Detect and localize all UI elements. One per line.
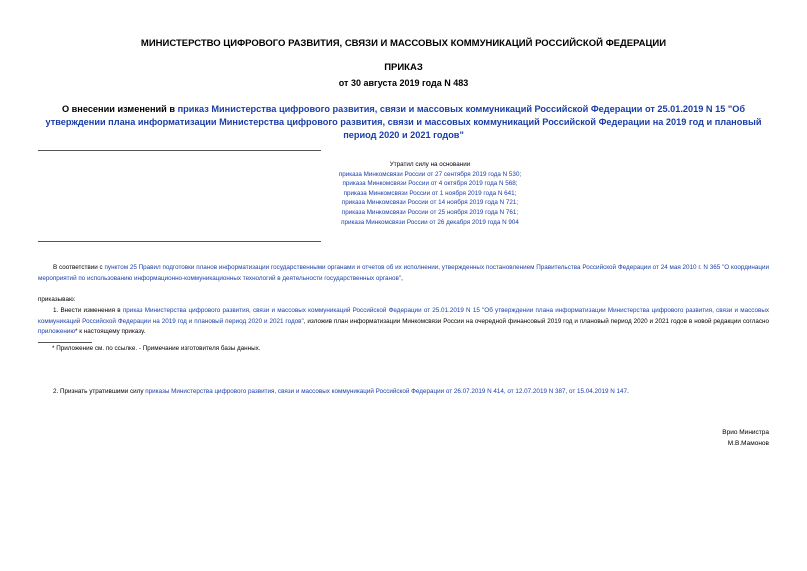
validity-link[interactable]: приказа Минкомсвязи России от 25 ноября 2019 года N 761; bbox=[341, 208, 519, 216]
validity-heading: Утратил силу на основании bbox=[389, 161, 471, 168]
item-1-text-mid: , изложив план информатизации Минкомсвязи России на очередной финансовый 2019 год и плановый период 2020 и 2021 годов в новой редакции согласно bbox=[303, 317, 769, 325]
validity-link[interactable]: приказа Минкомсвязи России от 27 сентября 2019 года N 530; bbox=[338, 170, 522, 178]
title-prefix: О внесении изменений в bbox=[61, 104, 178, 114]
rules-link[interactable]: пунктом 25 Правил подготовки планов информатизации государственными органами и отчетов об их исполнении, утвержденных постановлением Правительства Российской Федерации от 24 мая 2010 г. N 365 "О координации мероприятий по использованию информационно-коммуникационных технологий в деятельности государственных органов" bbox=[38, 264, 770, 282]
order-word: приказываю: bbox=[38, 296, 76, 303]
item-2-text-end: . bbox=[627, 388, 629, 395]
divider-bottom bbox=[38, 241, 321, 242]
ministry-heading: МИНИСТЕРСТВО ЦИФРОВОГО РАЗВИТИЯ, СВЯЗИ И МАССОВЫХ КОММУНИКАЦИЙ РОССИЙСКОЙ ФЕДЕРАЦИИ bbox=[140, 38, 667, 49]
validity-link[interactable]: приказа Минкомсвязи России от 4 октября 2019 года N 568; bbox=[342, 180, 518, 188]
divider-top bbox=[38, 150, 321, 151]
doc-type-heading: ПРИКАЗ bbox=[384, 62, 423, 73]
preamble-text: В соответствии с bbox=[53, 264, 105, 271]
title-order-link[interactable]: приказ Министерства цифрового развития, связи и массовых коммуникаций Российской Федерации от 25.01.2019 N 15 "Об утверждении плана информатизации Министерства цифрового развития, связи и массовых коммуникаций Российской Федерации на 2019 год и плановый период 2020 и 2021 годов" bbox=[45, 104, 762, 140]
item-2-paragraph bbox=[38, 387, 769, 398]
repealed-orders-link[interactable]: приказы Министерства цифрового развития, связи и массовых коммуникаций Российской Федерации от 26.07.2019 N 414, от 12.07.2019 N 387, от 15.04.2019 N 147 bbox=[145, 388, 628, 395]
doc-date-number: от 30 августа 2019 года N 483 bbox=[338, 78, 469, 88]
appendix-link[interactable]: приложению bbox=[38, 328, 76, 335]
item-1-order-link[interactable]: приказ Министерства цифрового развития, связи и массовых коммуникаций Российской Федерации от 25.01.2019 N 15 "Об утверждении плана информатизации Министерства цифрового развития, связи и массовых коммуникаций Российской Федерации на 2019 год и плановый период 2020 и 2021 годов" bbox=[38, 307, 769, 325]
preamble-text-end: , bbox=[401, 274, 403, 282]
validity-link[interactable]: приказа Минкомсвязи России от 1 ноября 2019 года N 641; bbox=[343, 189, 517, 197]
signature-position: Врио Министра bbox=[722, 429, 769, 436]
document-title bbox=[38, 103, 769, 142]
validity-note bbox=[270, 160, 590, 227]
signature-name: М.В.Мамонов bbox=[727, 439, 769, 447]
item-1-paragraph bbox=[38, 306, 769, 338]
footnote: * Приложение см. по ссылке. - Примечание изготовителя базы данных. bbox=[52, 345, 261, 352]
signature-block bbox=[722, 428, 769, 449]
validity-link[interactable]: приказа Минкомсвязи России от 26 декабря 2019 года N 904 bbox=[341, 218, 519, 226]
item-2-text: 2. Признать утратившими силу bbox=[53, 388, 146, 395]
item-1-text-end: * к настоящему приказу. bbox=[75, 328, 146, 335]
footnote-divider bbox=[38, 342, 92, 343]
validity-link[interactable]: приказа Минкомсвязи России от 14 ноября 2019 года N 721; bbox=[341, 199, 519, 207]
item-1-text: 1. Внести изменения в bbox=[53, 307, 123, 314]
preamble-paragraph bbox=[38, 263, 769, 284]
